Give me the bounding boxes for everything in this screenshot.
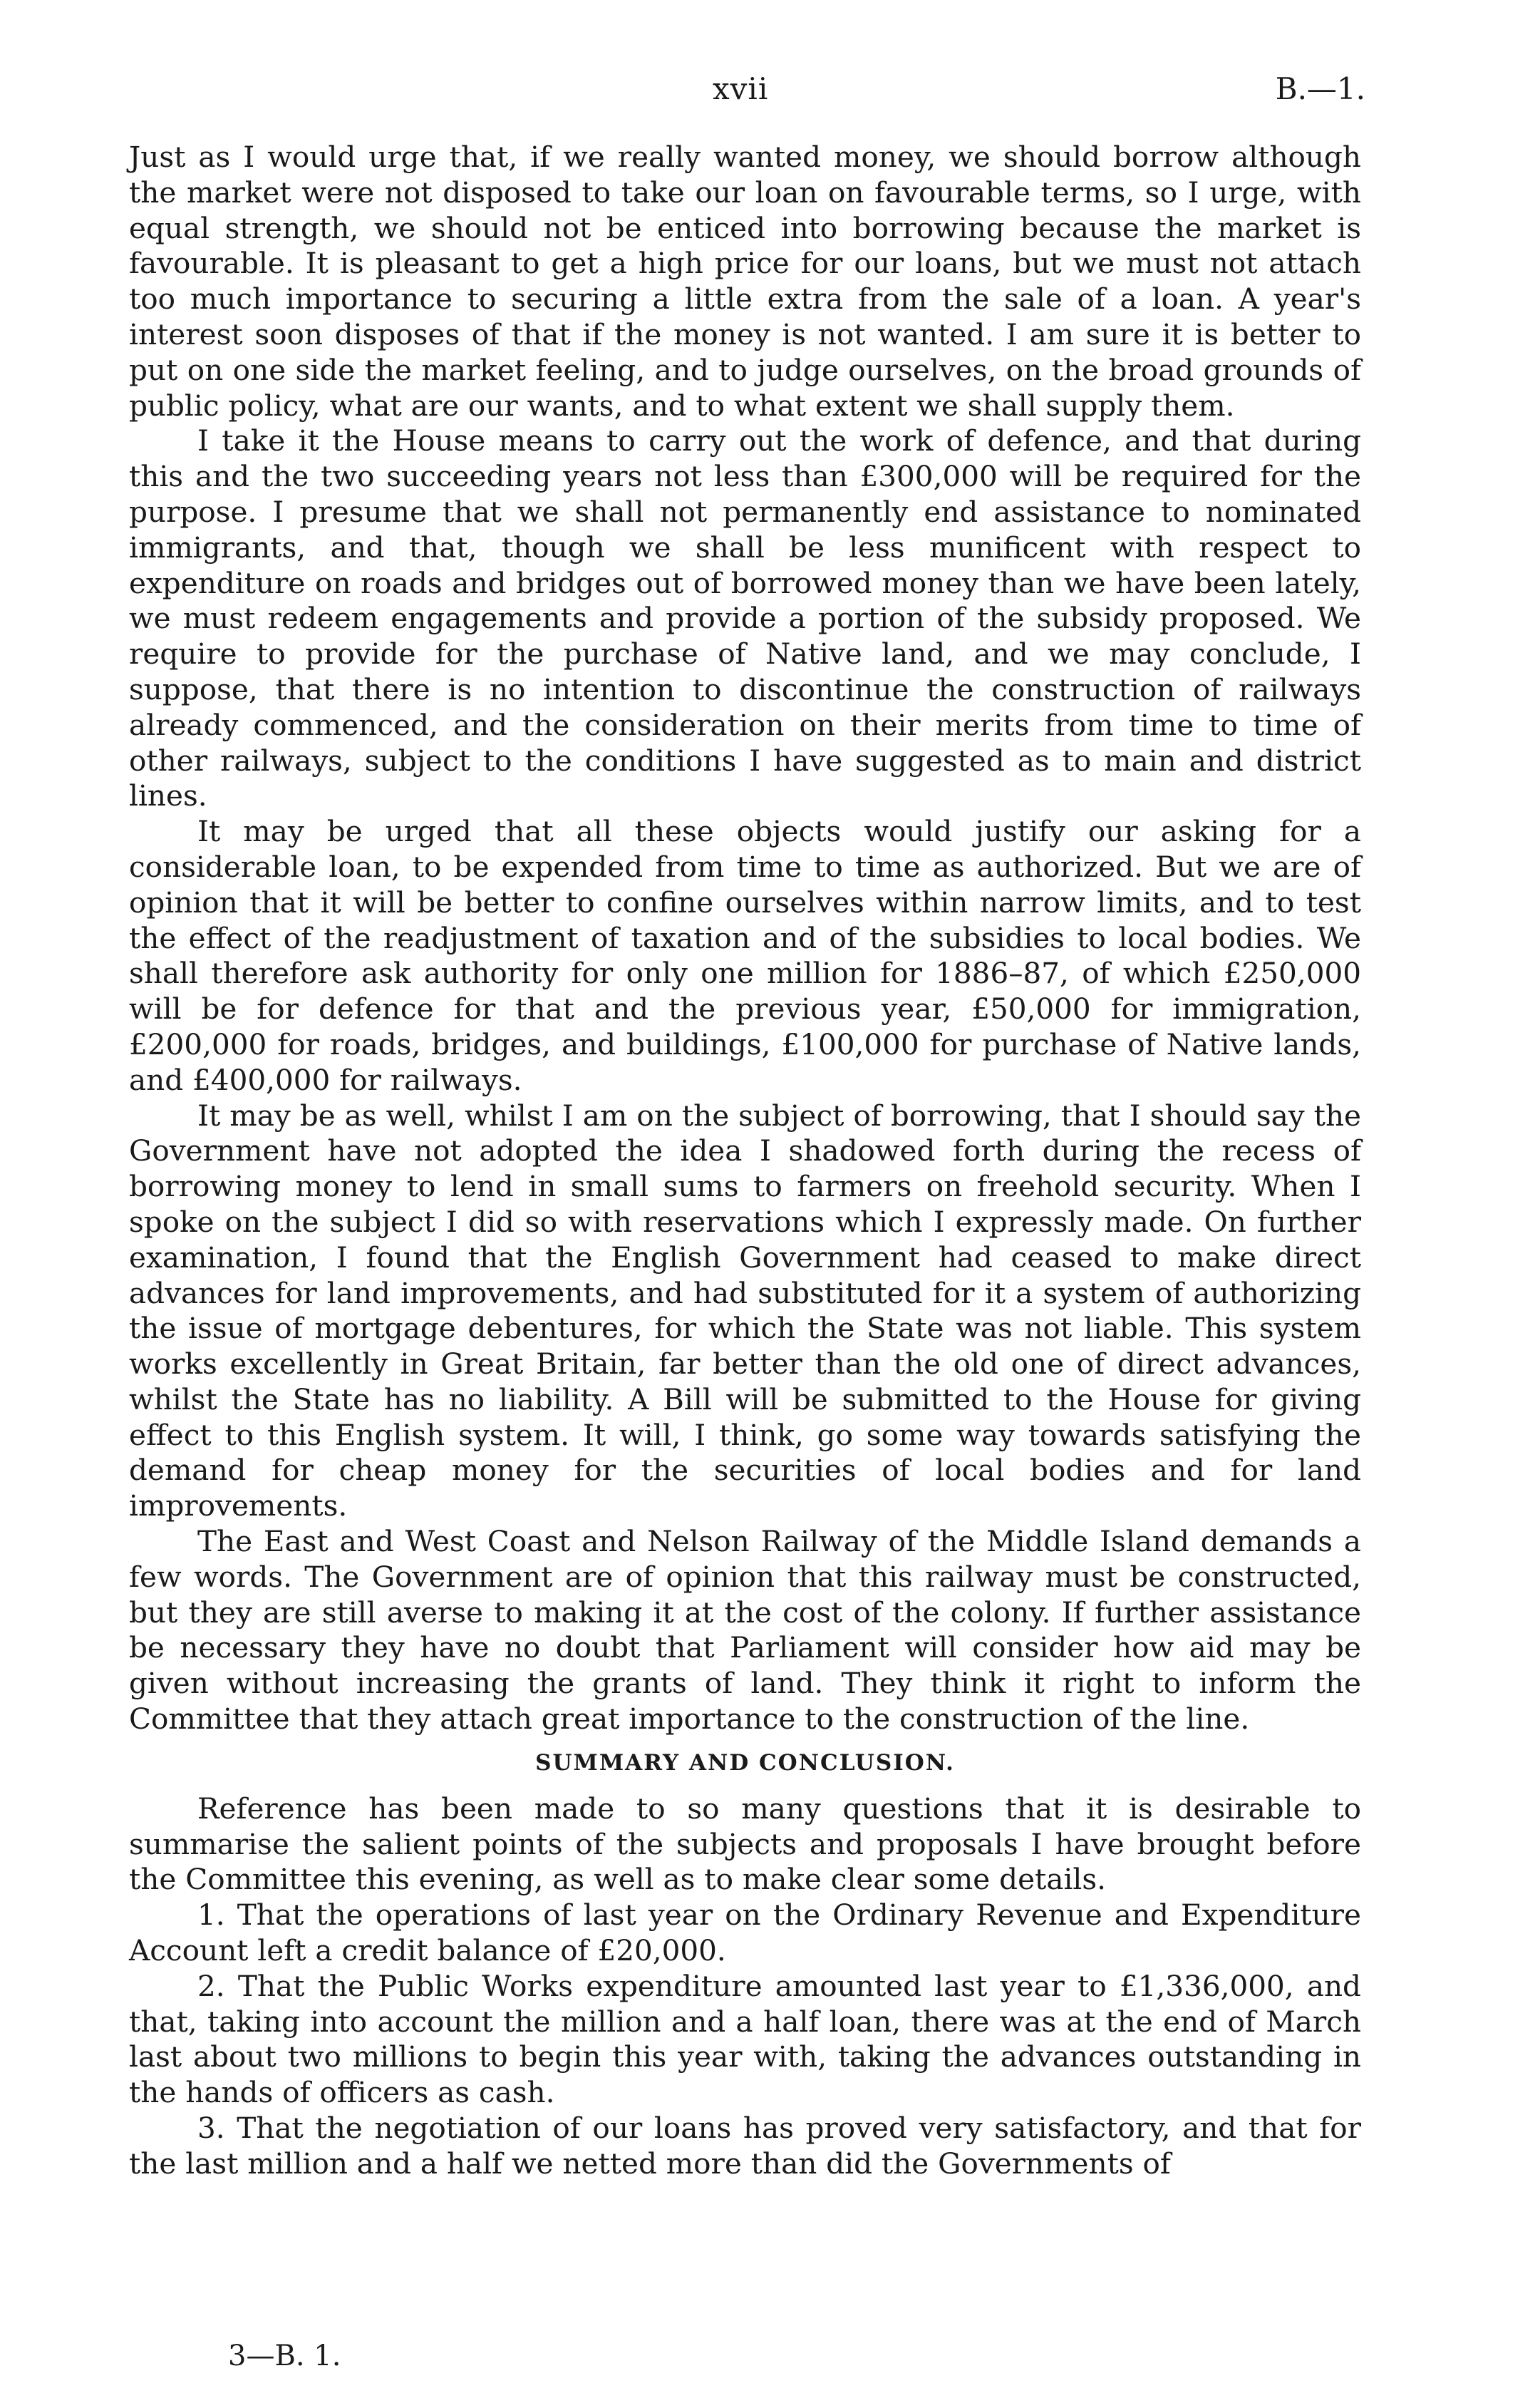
summary-item: 3. That the negotiation of our loans has proved very satisfactory, and that for the last million and a half we netted more than did the Governments of (129, 2111, 1361, 2181)
summary-item: 2. That the Public Works expenditure amounted last year to £1,336,000, and that, taking into account the million and a half loan, there was at the end of March last about two millions to begin this year with, taking the advances outstanding in the hands of officers as cash. (129, 1968, 1361, 2110)
section-heading: SUMMARY AND CONCLUSION. (535, 1749, 955, 1776)
paragraph: I take it the House means to carry out the work of defence, and that during this and the two succeeding years not less than £300,000 will be required for the purpose. I presume that we shall not permanently end assistance to nominated immigrants, and that, though we shall be less munificent with respect to expenditure on roads and bridges out of borrowed money than we have been lately, we must redeem engagements and provide a portion of the subsidy proposed. We require to provide for the purchase of Native land, and we may conclude, I suppose, that there is no intention to discontinue the construction of railways already commenced, and the consideration on their merits from time to time of other railways, subject to the conditions I have suggested as to main and district lines. (129, 423, 1361, 813)
page-header (0, 71, 1540, 114)
page-number: xvii (713, 71, 769, 106)
paragraph: It may be urged that all these objects would justify our asking for a considerable loan, to be expended from time to time as authorized. But we are of opinion that it will be better to confine ourselves within narrow limits, and to test the effect of the readjustment of taxation and of the subsidies to local bodies. We shall therefore ask authority for only one million for 1886–87, of which £250,000 will be for defence for that and the previous year, £50,000 for immigration, £200,000 for roads, bridges, and buildings, £100,000 for purchase of Native lands, and £400,000 for railways. (129, 814, 1361, 1097)
document-body (129, 140, 1361, 2182)
paragraph: Just as I would urge that, if we really wanted money, we should borrow although the market were not disposed to take our loan on favourable terms, so I urge, with equal strength, we should not be enticed into borrowing because the market is favourable. It is pleasant to get a high price for our loans, but we must not attach too much importance to securing a little extra from the sale of a loan. A year's interest soon disposes of that if the money is not wanted. I am sure it is better to put on one side the market feeling, and to judge ourselves, on the broad grounds of public policy, what are our wants, and to what extent we shall supply them. (129, 140, 1361, 423)
summary-intro: Reference has been made to so many questions that it is desirable to summarise the salient points of the subjects and proposals I have brought before the Committee this evening, as well as to make clear some details. (129, 1791, 1361, 1897)
footer-signature: 3—B. 1. (228, 2340, 341, 2372)
paragraph: The East and West Coast and Nelson Railway of the Middle Island demands a few words. The Government are of opinion that this railway must be constructed, but they are still averse to making it at the cost of the colony. If further assistance be necessary they have no doubt that Parliament will consider how aid may be given without increasing the grants of land. They think it right to inform the Committee that they attach great importance to the construction of the line. (129, 1524, 1361, 1736)
summary-item: 1. That the operations of last year on the Ordinary Revenue and Expenditure Account left a credit balance of £20,000. (129, 1898, 1361, 1968)
document-reference: B.—1. (1275, 71, 1365, 106)
paragraph: It may be as well, whilst I am on the subject of borrowing, that I should say the Government have not adopted the idea I shadowed forth during the recess of borrowing money to lend in small sums to farmers on freehold security. When I spoke on the subject I did so with reservations which I expressly made. On further examination, I found that the English Government had ceased to make direct advances for land improvements, and had substituted for it a system of authorizing the issue of mortgage debentures, for which the State was not liable. This system works excellently in Great Britain, far better than the old one of direct advances, whilst the State has no liability. A Bill will be submitted to the House for giving effect to this English system. It will, I think, go some way towards satisfying the demand for cheap money for the securities of local bodies and for land improvements. (129, 1098, 1361, 1523)
